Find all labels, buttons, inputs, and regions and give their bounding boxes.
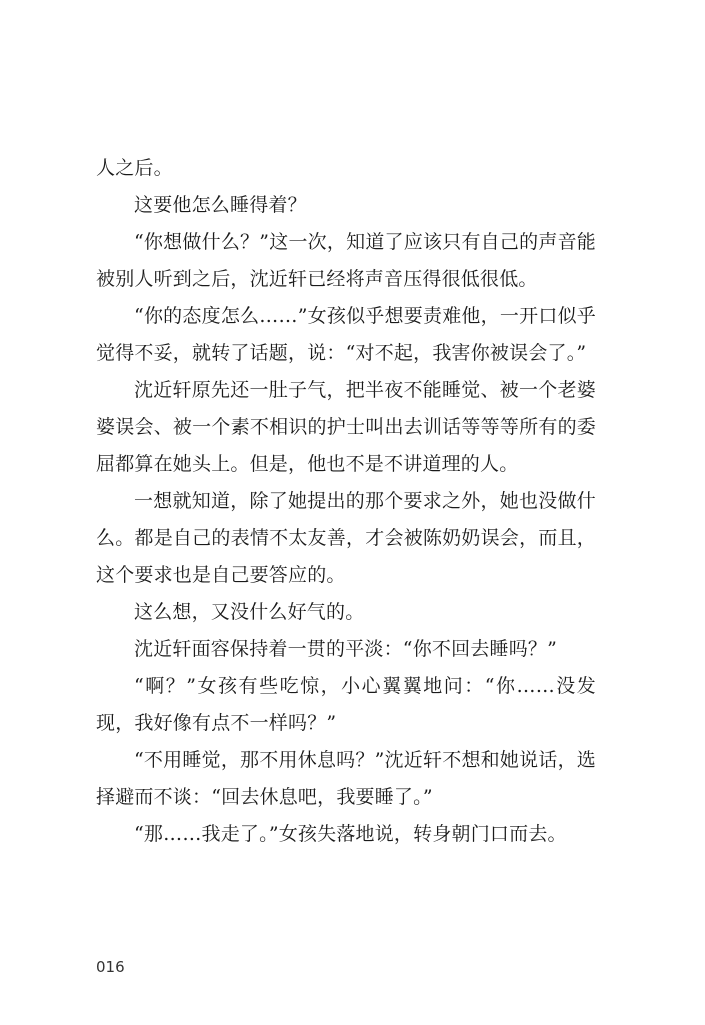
paragraph: “那……我走了。”女孩失落地说，转身朝门口而去。 <box>134 823 567 845</box>
paragraph: 一想就知道，除了她提出的那个要求之外，她也没做什么。都是自己的表情不太友善，才会被陈奶奶误会，而且，这个要求也是自己要答应的。 <box>96 490 596 586</box>
page-number: 016 <box>96 958 125 976</box>
paragraph: “不用睡觉，那不用休息吗？”沈近轩不想和她说话，选择避而不谈：“回去休息吧，我要睡了。” <box>96 749 596 808</box>
paragraph: “你的态度怎么……”女孩似乎想要责难他，一开口似乎觉得不妥，就转了话题，说：“对不起，我害你被误会了。” <box>96 305 596 364</box>
paragraph: 这么想，又没什么好气的。 <box>134 601 365 623</box>
paragraph: 这要他怎么睡得着？ <box>134 194 307 216</box>
paragraph: 沈近轩原先还一肚子气，把半夜不能睡觉、被一个老婆婆误会、被一个素不相识的护士叫出去训话等等等所有的委屈都算在她头上。但是，他也不是不讲道理的人。 <box>96 379 596 475</box>
text-body <box>96 150 596 853</box>
paragraph: 沈近轩面容保持着一贯的平淡：“你不回去睡吗？” <box>134 638 558 660</box>
paragraph: “你想做什么？”这一次，知道了应该只有自己的声音能被别人听到之后，沈近轩已经将声音压得很低很低。 <box>96 231 596 290</box>
paragraph: “啊？”女孩有些吃惊，小心翼翼地问：“你……没发现，我好像有点不一样吗？” <box>96 675 596 734</box>
paragraph-continuation: 人之后。 <box>96 157 173 179</box>
